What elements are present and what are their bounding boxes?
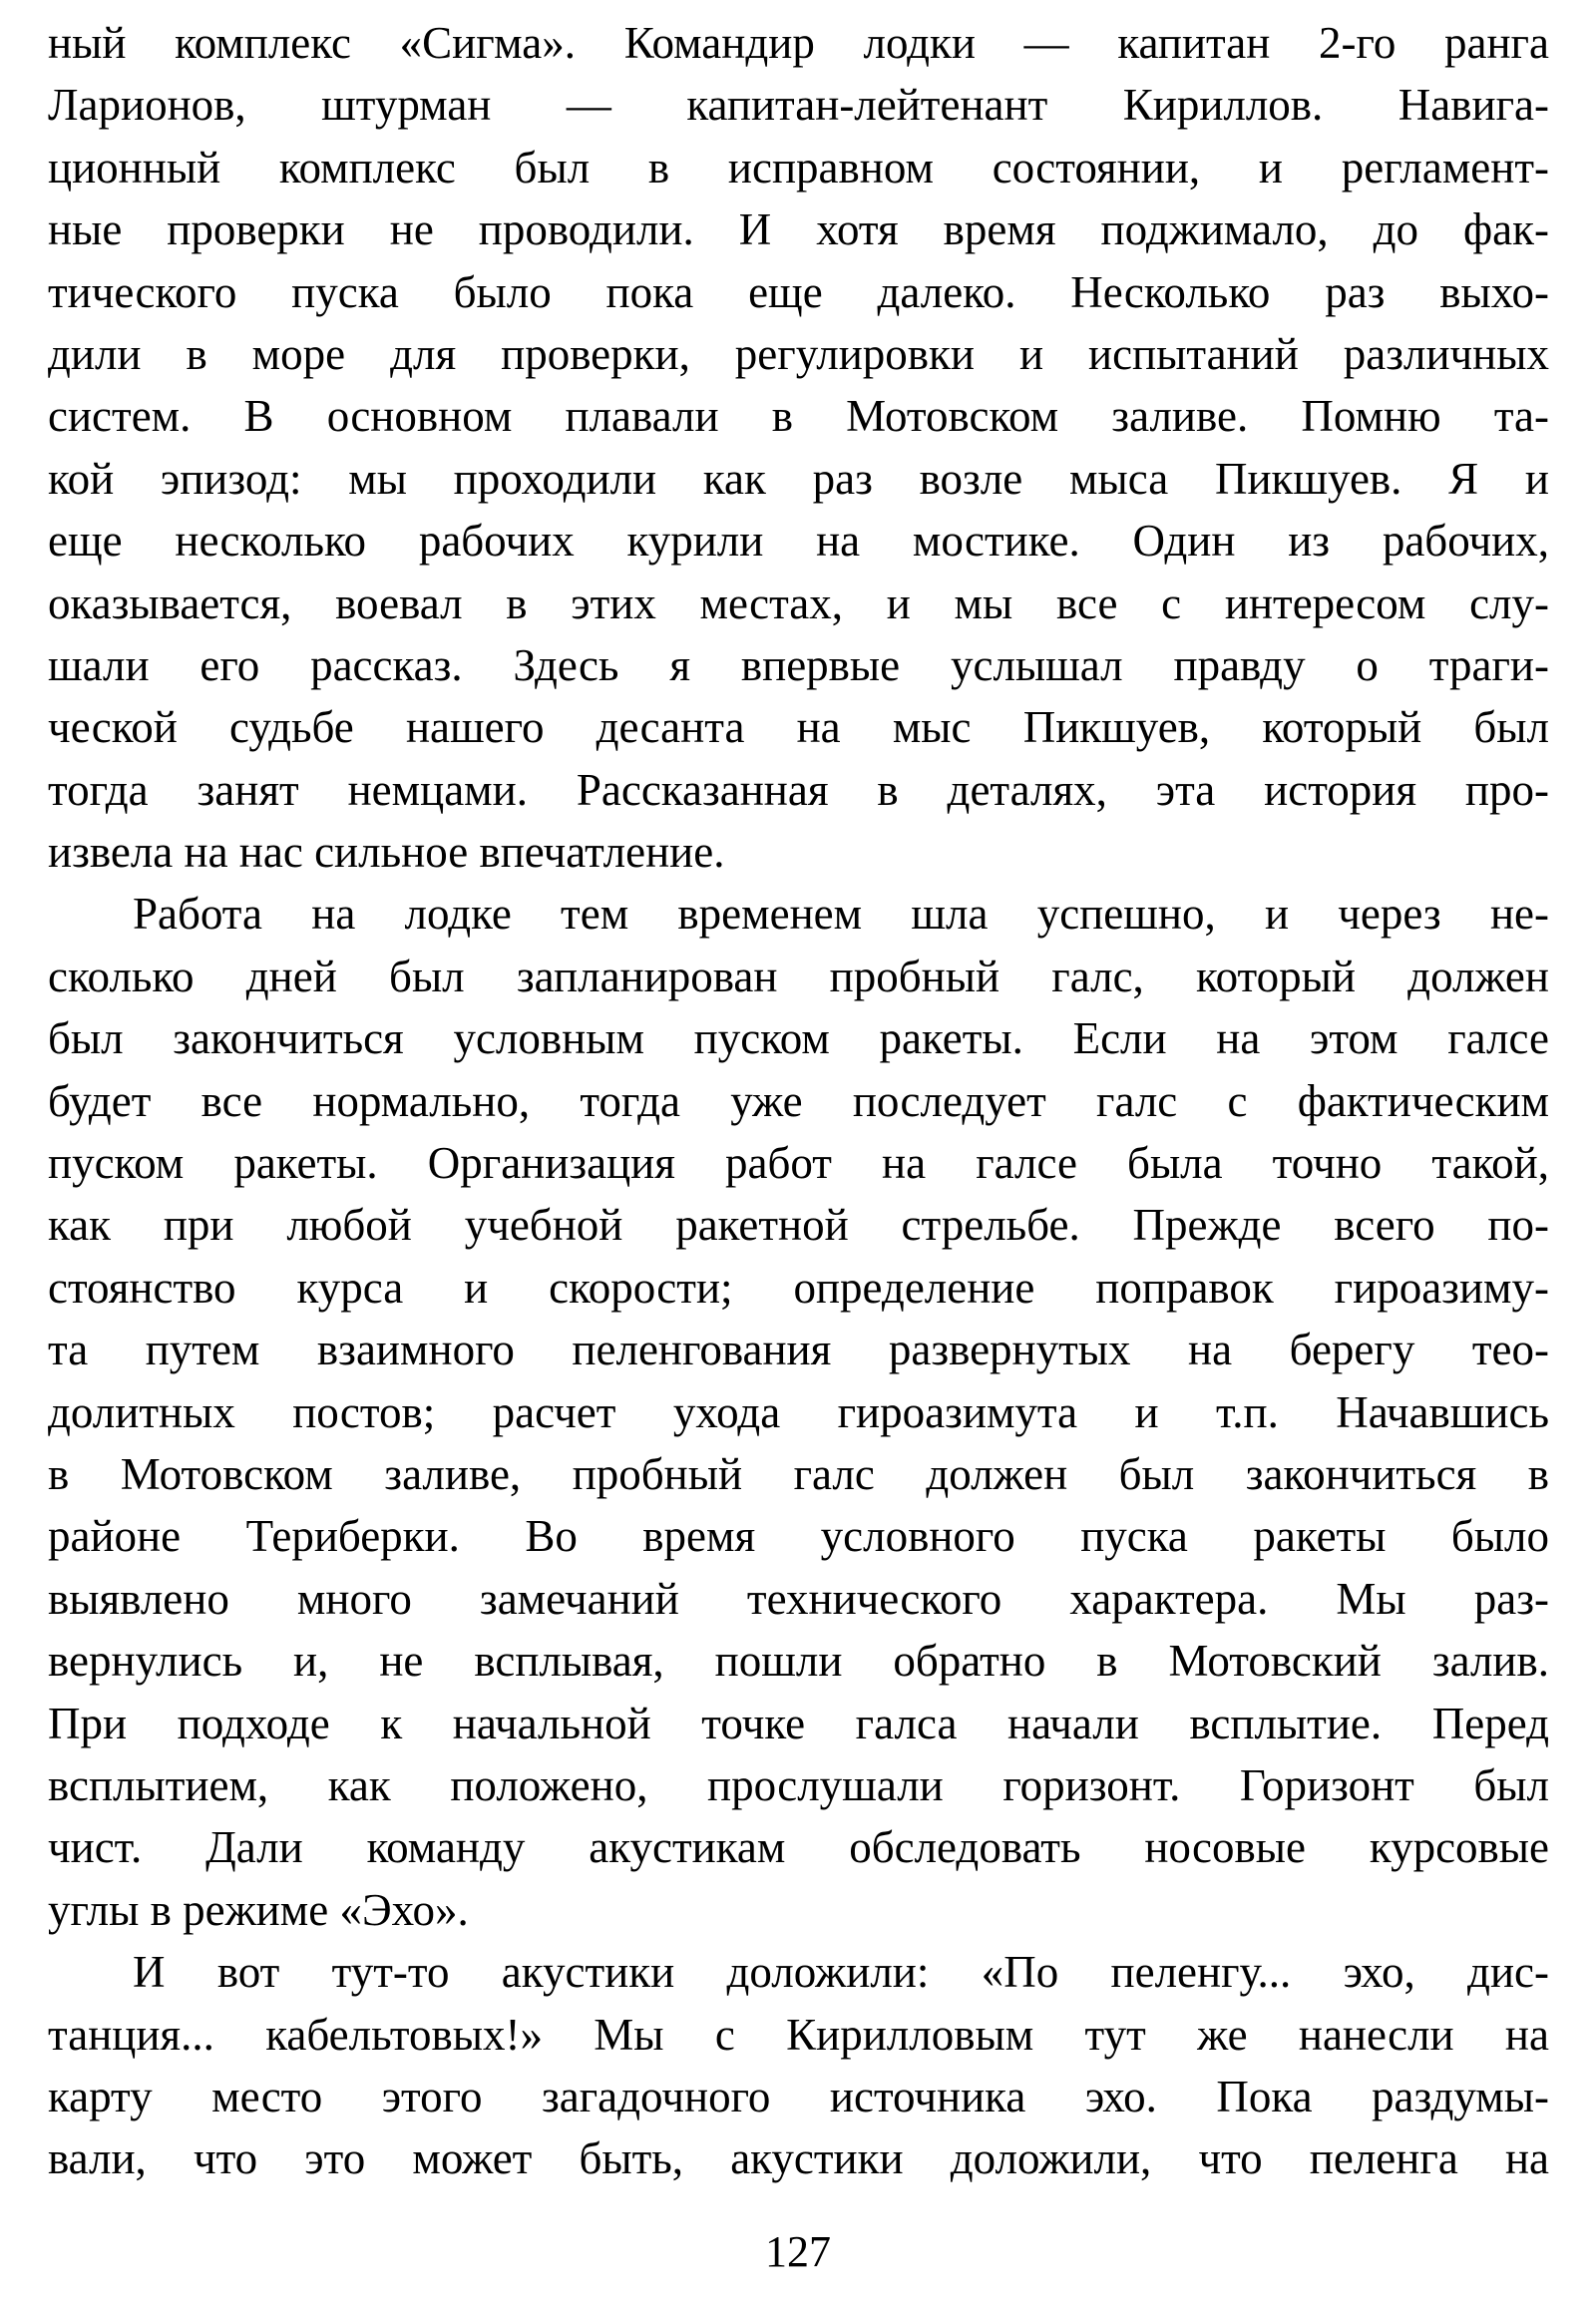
text-line: долитных постов; расчет ухода гироазимута и т.п. Начавшись (48, 1386, 1549, 1437)
page-number: 127 (765, 2227, 831, 2276)
text-line: районе Териберки. Во время условного пуска ракеты было (48, 1511, 1549, 1562)
text-line: ционный комплекс был в исправном состоянии, и регламент- (48, 142, 1549, 192)
text-line: тогда занят немцами. Рассказанная в деталях, эта история про- (48, 764, 1549, 815)
text-line: И вот тут-то акустики доложили: «По пеленгу... эхо, дис- (133, 1947, 1549, 1998)
text-line: Работа на лодке тем временем шла успешно, и через не- (133, 889, 1549, 940)
text-line: оказывается, воевал в этих местах, и мы все с интересом слу- (48, 577, 1549, 628)
text-line: как при любой учебной ракетной стрельбе. Прежде всего по- (48, 1200, 1549, 1251)
text-line: еще несколько рабочих курили на мостике. Один из рабочих, (48, 516, 1549, 567)
text-line: кой эпизод: мы проходили как раз возле мыса Пикшуев. Я и (48, 453, 1549, 504)
text-line: ческой судьбе нашего десанта на мыс Пикшуев, который был (48, 702, 1549, 753)
text-line: При подходе к начальной точке галса начали всплытие. Перед (48, 1698, 1549, 1748)
text-line: дили в море для проверки, регулировки и испытаний различных (48, 328, 1549, 379)
text-line: карту место этого загадочного источника эхо. Пока раздумы- (48, 2071, 1549, 2121)
text-line: выявлено много замечаний технического характера. Мы раз- (48, 1573, 1549, 1624)
text-line: будет все нормально, тогда уже последует галс с фактическим (48, 1075, 1549, 1126)
text-line: шали его рассказ. Здесь я впервые услышал правду о траги- (48, 639, 1549, 690)
text-line: тического пуска было пока еще далеко. Несколько раз выхо- (48, 266, 1549, 317)
text-line: чист. Дали команду акустикам обследовать носовые курсовые (48, 1822, 1549, 1873)
text-line: вернулись и, не всплывая, пошли обратно в Мотовский залив. (48, 1636, 1549, 1687)
text-line: сколько дней был запланирован пробный галс, который должен (48, 951, 1549, 1001)
text-line: был закончиться условным пуском ракеты. Если на этом галсе (48, 1013, 1549, 1064)
text-line: извела на нас сильное впечатление. (48, 827, 725, 878)
text-line: углы в режиме «Эхо». (48, 1884, 469, 1935)
text-line: вали, что это может быть, акустики доложили, что пеленга на (48, 2133, 1549, 2184)
text-line: ные проверки не проводили. И хотя время поджимало, до фак- (48, 204, 1549, 255)
text-line: всплытием, как положено, прослушали горизонт. Горизонт был (48, 1759, 1549, 1810)
text-line: танция... кабельтовых!» Мы с Кирилловым тут же нанесли на (48, 2009, 1549, 2060)
text-line: систем. В основном плавали в Мотовском заливе. Помню та- (48, 391, 1549, 442)
text-line: та путем взаимного пеленгования развернутых на берегу тео- (48, 1325, 1549, 1375)
text-line: ный комплекс «Сигма». Командир лодки — капитан 2-го ранга (48, 18, 1549, 68)
text-line: в Мотовском заливе, пробный галс должен был закончиться в (48, 1448, 1549, 1499)
text-line: пуском ракеты. Организация работ на галсе была точно такой, (48, 1138, 1549, 1189)
text-line: стоянство курса и скорости; определение поправок гироазиму- (48, 1262, 1549, 1313)
text-line: Ларионов, штурман — капитан-лейтенант Кириллов. Навига- (48, 80, 1549, 131)
text-block (48, 12, 1549, 2190)
